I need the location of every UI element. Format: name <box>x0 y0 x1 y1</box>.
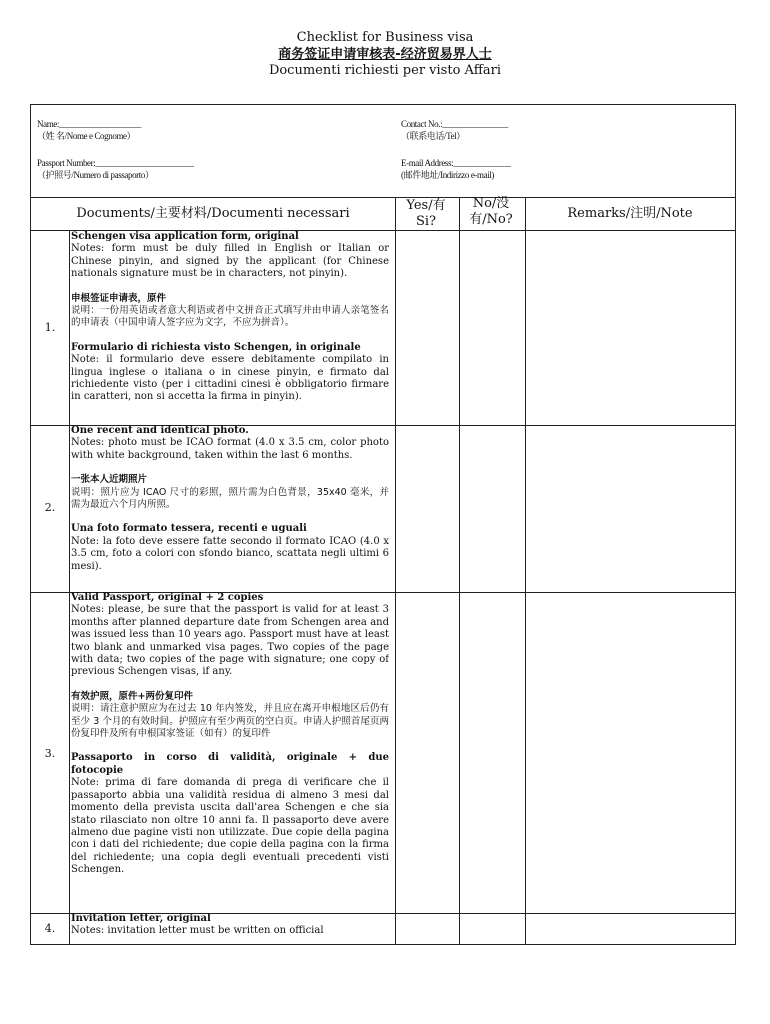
item-title-it: Una foto formato tessera, recenti e uguali <box>71 523 307 535</box>
item-title-cn: 申根签证申请表，原件 <box>71 292 167 304</box>
item-title-it: Formulario di richiesta visto Schengen, in originale <box>71 341 361 353</box>
item-note-it: Note: il formulario deve essere debitamente compilato in lingua inglese o italiana o in cinese pinyin, e firmato dal richiedente visto (per i cittadini cinesi è obbligatorio firmare in caratteri, non si accetta la firma in pinyin). <box>71 354 389 403</box>
document-item-invitation-letter <box>71 913 389 944</box>
item-note-cn: 说明：照片应为 ICAO 尺寸的彩照，照片需为白色背景，35x40 毫米，并需为最近六个月内所照。 <box>71 486 389 511</box>
row-number: 4. <box>44 922 56 935</box>
title-italian: Documenti richiesti per visto Affari <box>268 63 502 78</box>
name-field[interactable] <box>37 118 141 142</box>
header-remarks: Remarks/注明/Note <box>567 206 693 221</box>
title-chinese: 商务签证申请审核表-经济贸易界人士 <box>278 47 492 62</box>
divider <box>459 197 460 944</box>
name-label: Name:____________________ <box>37 119 141 129</box>
item-note-en: Notes: please, be sure that the passport is valid for at least 3 months after planned departure date from Schengen area and was issued less than 10 years ago. Passport must have at least two blank and unmarked visa pages. Two copies of the page with data; two copies of the page with signature; one copy of previous Schengen visas, if any. <box>71 604 389 678</box>
item-note-cn: 说明：一份用英语或者意大利语或者中文拼音正式填写并由申请人亲笔签名的申请表（中国申请人签字应为文字，不应为拼音）。 <box>71 305 389 329</box>
passport-sub-label: （护照号/Numero di passaporto） <box>37 170 154 180</box>
passport-label: Passport Number:________________________ <box>37 158 194 168</box>
row-number: 2. <box>44 501 56 514</box>
item-title-en: Schengen visa application form, original <box>71 231 299 242</box>
email-label: E-mail Address:______________ <box>401 158 511 168</box>
row-number: 3. <box>44 747 56 760</box>
contact-sub-label: （联系电话/Tel） <box>401 131 465 141</box>
document-item-passport <box>71 592 389 913</box>
name-sub-label: （姓 名/Nome e Cognome） <box>37 131 136 141</box>
item-title-en: Valid Passport, original + 2 copies <box>71 592 264 603</box>
checklist-table <box>30 104 736 945</box>
divider <box>525 197 526 944</box>
email-sub-label: (邮件地址/Indirizzo e-mail) <box>401 170 495 180</box>
item-title-it: Passaporto in corso di validità, originale + due fotocopie <box>71 752 389 776</box>
row-number: 1. <box>44 321 56 334</box>
item-note-it: Note: la foto deve essere fatte secondo il formato ICAO (4.0 x 3.5 cm, foto a colori con sfondo bianco, scattata negli ultimi 6 mesi). <box>71 535 389 572</box>
divider <box>69 231 70 944</box>
item-title-cn: 有效护照，原件+两份复印件 <box>71 690 193 702</box>
title-block <box>0 30 770 79</box>
title-english: Checklist for Business visa <box>296 30 474 45</box>
header-no: No/没 有/No? <box>469 196 513 227</box>
header-yes: Yes/有 Si? <box>406 198 446 229</box>
divider <box>31 944 735 945</box>
item-title-cn: 一张本人近期照片 <box>71 474 148 486</box>
document-item-application-form <box>71 231 389 425</box>
item-note-en: Notes: invitation letter must be written on official <box>71 925 324 937</box>
item-title-en: Invitation letter, original <box>71 913 211 924</box>
passport-field[interactable] <box>37 157 194 181</box>
document-item-photo <box>71 425 389 592</box>
contact-label: Contact No.:________________ <box>401 119 508 129</box>
header-documents: Documents/主要材料/Documenti necessari <box>76 206 350 221</box>
item-note-en: Notes: photo must be ICAO format (4.0 x 3.5 cm, color photo with white background, taken within the last 6 months. <box>71 437 389 461</box>
item-note-it: Note: prima di fare domanda di prega di verificare che il passaporto abbia una validità residua di almeno 3 mesi dal momento della prevista uscita dall'area Schengen e che sia stato rilasciato non oltre 10 anni fa. Il passaporto deve avere almeno due pagine visti non utilizzate. Due copie della pagina con i dati del richiedente; due copie della pagina con la firma del richiedente; una copia degli eventuali precedenti visti Schengen. <box>71 777 389 876</box>
item-note-cn: 说明：请注意护照应为在过去 10 年内签发，并且应在离开申根地区后仍有至少 3 个月的有效时间。护照应有至少两页的空白页。申请人护照首尾页两份复印件及所有申根国家签证（如有）的复印件 <box>71 703 389 740</box>
item-title-en: One recent and identical photo. <box>71 425 249 436</box>
contact-field[interactable] <box>401 118 508 142</box>
email-field[interactable] <box>401 157 511 181</box>
applicant-info-section <box>31 105 735 198</box>
item-note-en: Notes: form must be duly filled in English or Italian or Chinese pinyin, and signed by the applicant (for Chinese nationals signature must be in characters, not pinyin). <box>71 243 389 280</box>
divider <box>395 197 396 944</box>
